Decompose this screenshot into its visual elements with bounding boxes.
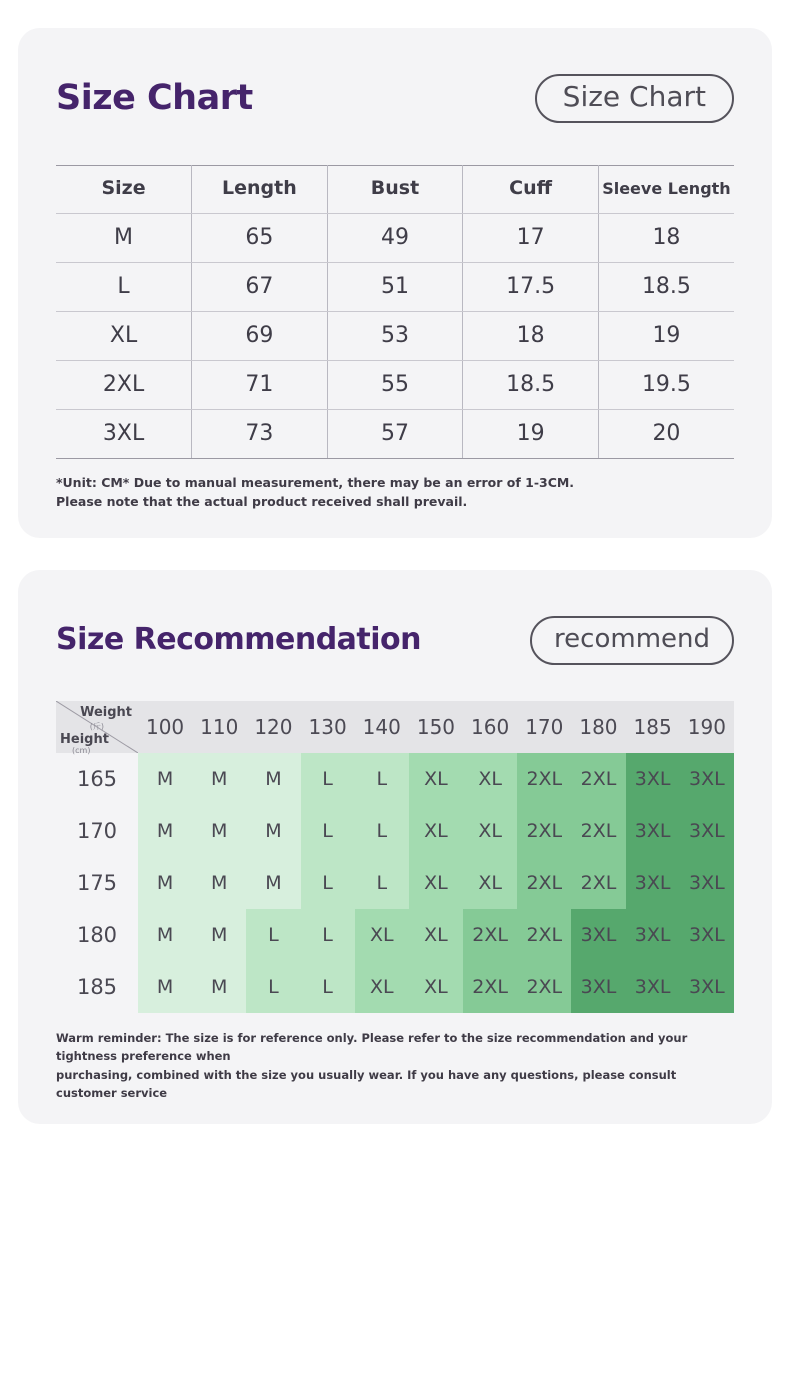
size-chart-table-head [56,166,734,214]
recommendation-cell: XL [409,753,463,805]
height-header-cell: 170 [56,805,138,857]
cell-cuff: 17 [463,214,599,263]
warm-reminder-line-2: purchasing, combined with the size you usually wear. If you have any questions, please consult customer service [56,1067,677,1100]
weight-header-cell: 140 [355,701,409,753]
recommendation-cell: 2XL [517,961,571,1013]
recommendation-title: Size Recommendation [56,622,422,658]
weight-header-cell: 190 [680,701,734,753]
warm-reminder-line-1: Warm reminder: The size is for reference only. Please refer to the size recommendation and your tightness preference when [56,1030,688,1064]
recommendation-cell: 2XL [571,805,625,857]
measurement-note-line-2: Please note that the actual product received shall prevail. [56,494,468,510]
recommendation-cell: XL [355,961,409,1013]
column-header-cuff: Cuff [463,166,599,214]
recommendation-weight-header-row [56,701,734,753]
size-recommendation-header [56,616,734,665]
recommendation-cell: 2XL [463,961,517,1013]
cell-size: 2XL [56,361,192,410]
height-header-cell: 180 [56,909,138,961]
size-chart-header [56,74,734,123]
recommendation-cell: 3XL [626,753,680,805]
cell-cuff: 18.5 [463,361,599,410]
recommendation-cell: L [355,753,409,805]
recommendation-cell: 3XL [626,857,680,909]
recommendation-cell: XL [409,961,463,1013]
recommendation-cell: M [192,805,246,857]
cell-length: 69 [192,312,328,361]
recommendation-cell: L [355,805,409,857]
recommendation-table-body [56,701,734,1013]
cell-cuff: 19 [463,410,599,459]
cell-cuff: 17.5 [463,263,599,312]
recommendation-cell: 2XL [571,753,625,805]
recommendation-cell: L [246,909,300,961]
recommendation-grid-wrap [56,701,734,1013]
recommendation-cell: XL [409,909,463,961]
cell-length: 73 [192,410,328,459]
axis-corner-cell [56,701,138,753]
recommendation-cell: M [138,961,192,1013]
recommendation-cell: L [301,753,355,805]
column-header-bust: Bust [327,166,463,214]
recommendation-badge: recommend [530,616,734,665]
table-row [56,214,734,263]
recommendation-cell: M [138,857,192,909]
measurement-note-line-1: *Unit: CM* Due to manual measurement, there may be an error of 1-3CM. [56,475,575,490]
weight-header-cell: 185 [626,701,680,753]
cell-length: 71 [192,361,328,410]
recommendation-cell: 2XL [517,909,571,961]
recommendation-cell: 3XL [680,805,734,857]
recommendation-cell: 2XL [517,753,571,805]
table-header-row [56,166,734,214]
recommendation-cell: 3XL [626,805,680,857]
size-recommendation-card [18,570,772,1125]
recommendation-cell: M [246,753,300,805]
weight-header-cell: 100 [138,701,192,753]
height-axis-unit: (cm) [72,745,91,755]
cell-bust: 57 [327,410,463,459]
measurement-note [56,473,734,512]
size-chart-badge: Size Chart [535,74,734,123]
recommendation-cell: M [246,805,300,857]
warm-reminder [56,1029,734,1103]
recommendation-row [56,961,734,1013]
recommendation-cell: M [192,961,246,1013]
cell-size: L [56,263,192,312]
table-row [56,263,734,312]
weight-header-cell: 120 [246,701,300,753]
recommendation-cell: M [192,857,246,909]
recommendation-cell: M [192,909,246,961]
weight-header-cell: 160 [463,701,517,753]
recommendation-cell: L [246,961,300,1013]
recommendation-cell: 2XL [517,857,571,909]
cell-sleeve-length: 18 [598,214,734,263]
recommendation-table [56,701,734,1013]
table-row [56,410,734,459]
cell-sleeve-length: 19.5 [598,361,734,410]
cell-sleeve-length: 20 [598,410,734,459]
weight-header-cell: 110 [192,701,246,753]
cell-size: M [56,214,192,263]
cell-bust: 55 [327,361,463,410]
recommendation-cell: 3XL [680,961,734,1013]
cell-size: XL [56,312,192,361]
recommendation-cell: 3XL [680,753,734,805]
recommendation-cell: 3XL [626,961,680,1013]
column-header-sleeve-length: Sleeve Length [598,166,734,214]
size-chart-card [18,28,772,538]
weight-axis-unit: (斤) [89,721,104,731]
recommendation-cell: 3XL [680,909,734,961]
recommendation-cell: L [301,805,355,857]
recommendation-cell: 3XL [626,909,680,961]
table-row [56,312,734,361]
recommendation-cell: XL [355,909,409,961]
recommendation-row [56,805,734,857]
size-chart-table-body [56,214,734,459]
recommendation-row [56,753,734,805]
recommendation-cell: M [138,909,192,961]
size-chart-table [56,165,734,459]
recommendation-cell: 3XL [571,909,625,961]
column-header-size: Size [56,166,192,214]
table-row [56,361,734,410]
cell-sleeve-length: 19 [598,312,734,361]
recommendation-cell: XL [463,805,517,857]
recommendation-cell: XL [463,753,517,805]
weight-axis-label: Weight [80,704,132,720]
recommendation-cell: L [355,857,409,909]
recommendation-cell: XL [409,857,463,909]
recommendation-row [56,857,734,909]
recommendation-cell: XL [409,805,463,857]
cell-length: 67 [192,263,328,312]
recommendation-cell: M [246,857,300,909]
column-header-length: Length [192,166,328,214]
weight-header-cell: 130 [301,701,355,753]
weight-header-cell: 150 [409,701,463,753]
cell-size: 3XL [56,410,192,459]
cell-bust: 53 [327,312,463,361]
recommendation-cell: L [301,961,355,1013]
weight-header-cell: 180 [571,701,625,753]
recommendation-cell: 3XL [680,857,734,909]
recommendation-cell: M [138,753,192,805]
recommendation-cell: 2XL [571,857,625,909]
cell-bust: 49 [327,214,463,263]
recommendation-cell: 2XL [463,909,517,961]
height-header-cell: 175 [56,857,138,909]
height-header-cell: 185 [56,961,138,1013]
recommendation-row [56,909,734,961]
cell-cuff: 18 [463,312,599,361]
recommendation-cell: M [138,805,192,857]
height-header-cell: 165 [56,753,138,805]
page-title: Size Chart [56,78,253,118]
recommendation-cell: L [301,909,355,961]
recommendation-cell: M [192,753,246,805]
recommendation-cell: 3XL [571,961,625,1013]
recommendation-cell: 2XL [517,805,571,857]
weight-header-cell: 170 [517,701,571,753]
cell-length: 65 [192,214,328,263]
cell-sleeve-length: 18.5 [598,263,734,312]
recommendation-cell: L [301,857,355,909]
cell-bust: 51 [327,263,463,312]
recommendation-cell: XL [463,857,517,909]
height-axis-label: Height [60,731,109,747]
